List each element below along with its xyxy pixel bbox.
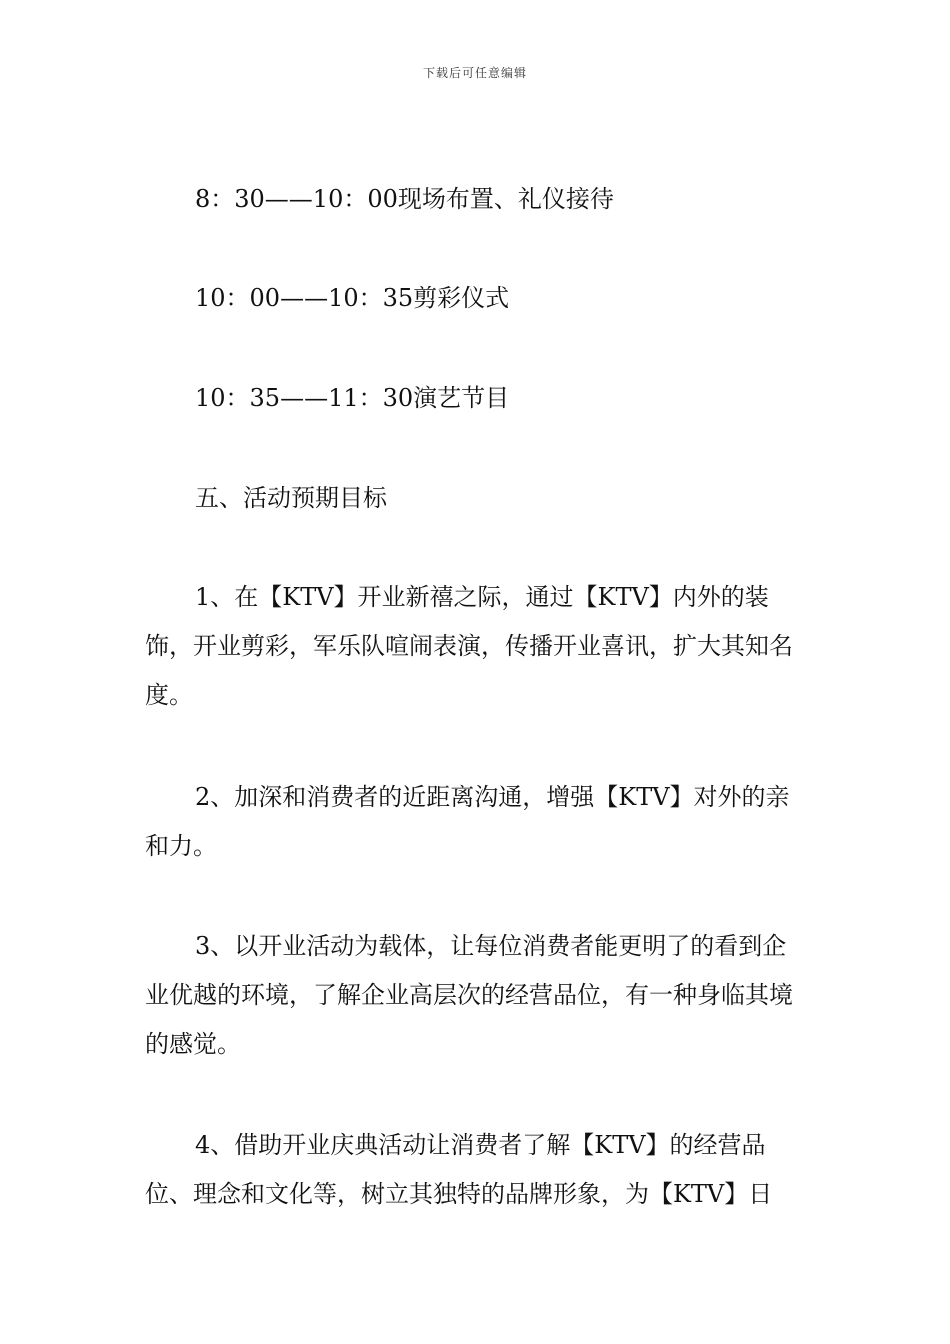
schedule-line-setup: 8：30——10：00现场布置、礼仪接待 xyxy=(195,185,614,213)
goal-paragraph-4: 4、借助开业庆典活动让消费者了解【KTV】的经营品位、理念和文化等，树立其独特的品牌形象，为【KTV】日 xyxy=(145,1131,773,1208)
page-header-note: 下载后可任意编辑 xyxy=(422,66,527,80)
goal-paragraph-1: 1、在【KTV】开业新禧之际，通过【KTV】内外的装饰，开业剪彩，军乐队喧闹表演，传播开业喜讯，扩大其知名度。 xyxy=(145,583,793,709)
schedule-line-performance: 10：35——11：30演艺节目 xyxy=(195,384,510,412)
schedule-line-ribbon-cutting: 10：00——10：35剪彩仪式 xyxy=(195,284,510,312)
goal-paragraph-3: 3、以开业活动为载体，让每位消费者能更明了的看到企业优越的环境，了解企业高层次的经营品位，有一种身临其境的感觉。 xyxy=(145,932,793,1058)
section-heading: 五、活动预期目标 xyxy=(195,484,387,512)
goal-paragraph-2: 2、加深和消费者的近距离沟通，增强【KTV】对外的亲和力。 xyxy=(145,783,790,860)
